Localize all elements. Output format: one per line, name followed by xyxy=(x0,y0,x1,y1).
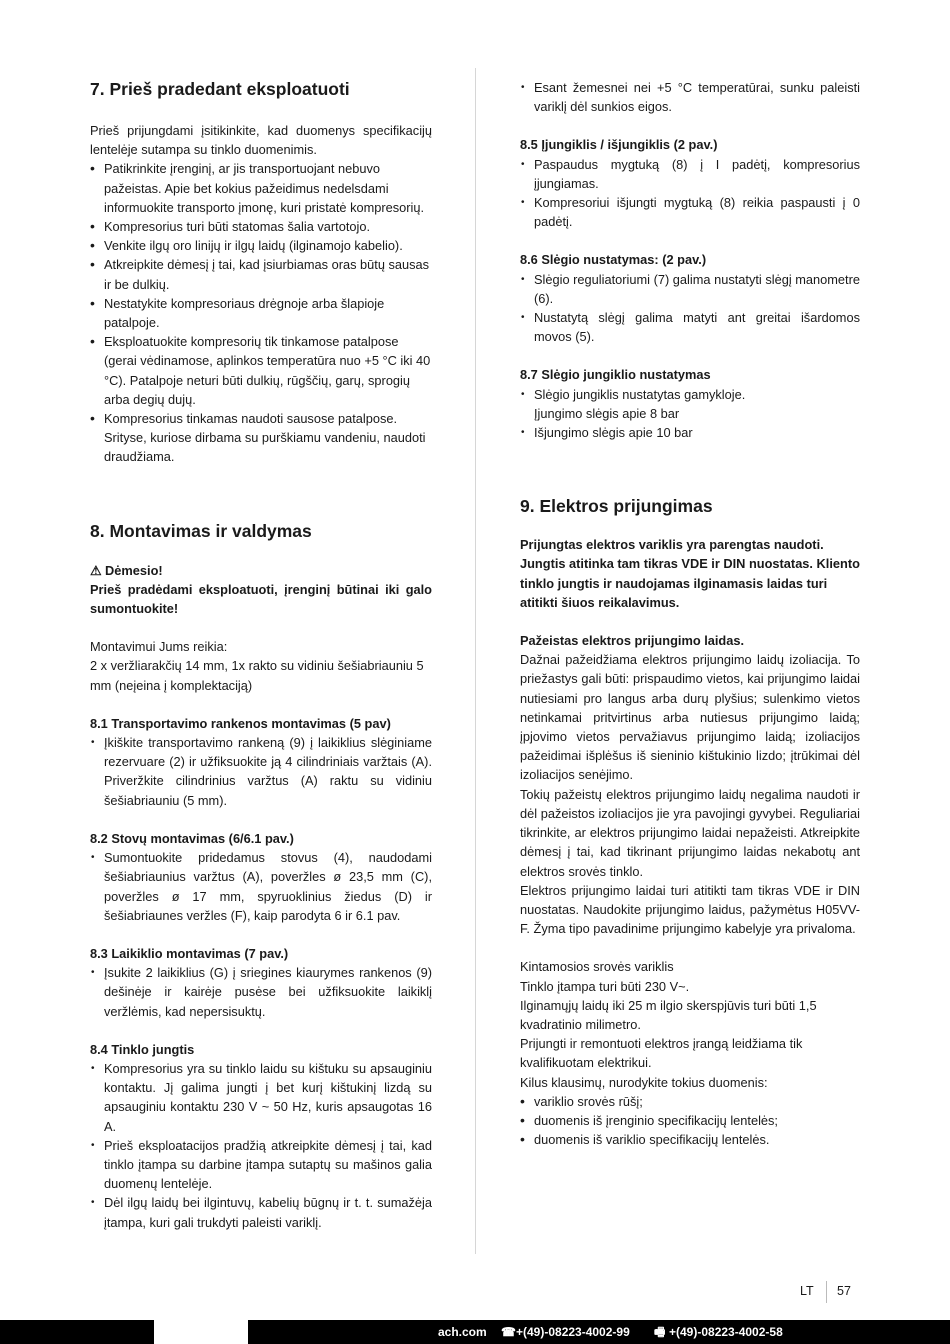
column-divider xyxy=(475,68,476,1254)
list-item: • Slėgio reguliatoriumi (7) galima nustatyti slėgį manometre (6). xyxy=(520,270,860,308)
list-item: • Išjungimo slėgis apie 10 bar xyxy=(520,423,860,442)
list-item: • Patikrinkite įrenginį, ar jis transportuojant nebuvo pažeistas. Apie bet kokius pažeidimus nedelsdami informuokite transporto įmonę, kuri pristatė kompresorių. xyxy=(90,159,432,217)
list-item-text: Įjungimo slėgis apie 8 bar xyxy=(534,405,680,421)
section-8-2-list xyxy=(90,848,432,925)
list-item: • Nustatytą slėgį galima matyti ant greitai išardomos movos (5). xyxy=(520,308,860,346)
need-label: Montavimui Jums reikia: xyxy=(90,639,228,655)
damaged-cable-title: Pažeistas elektros prijungimo laidas. xyxy=(520,633,745,649)
section-8-7-list xyxy=(520,385,860,443)
list-item: • Kompresorius yra su tinklo laidu su kištuku su apsauginiu kontaktu. Jį galima jungti į bet kurį kištukinį lizdą su apsauginiu kontaktu 230 V ~ 50 Hz, kuris apsaugotas 16 A. xyxy=(90,1059,432,1136)
list-item: • Įsukite 2 laikiklius (G) į sriegines kiaurymes rankenos (9) dešinėje ir kairėje pusėse bei užfiksuokite laikiklį veržlėmis, kad nepersisuktų. xyxy=(90,963,432,1021)
list-item: • Sumontuokite pridedamus stovus (4), naudodami šešiabriaunius varžtus (A), poveržles ø 23,5 mm (C), poveržles ø 17 mm, spyruoklinius žiedus (D) ir šešiabriaunes veržles (F), kaip parodyta 6 ir 6.1 pav. xyxy=(90,848,432,925)
section-9-title: 9. Elektros prijungimas xyxy=(520,496,713,517)
section-8-title: 8. Montavimas ir valdymas xyxy=(90,520,312,541)
language-code: LT xyxy=(800,1284,814,1298)
section-7-list xyxy=(90,159,432,466)
section-8-6-list xyxy=(520,270,860,347)
list-item: • Prieš eksploatacijos pradžią atkreipkite dėmesį į tai, kad tinklo įtampa su darbine įtampa sutaptų su mašinos galia duomenų lentelėje. xyxy=(90,1136,432,1194)
section-8-4-list xyxy=(90,1059,432,1232)
need-text: 2 x veržliarakčių 14 mm, 1x rakto su vidiniu šešiabriauniu 5 mm (neįeina į komplektaciją) xyxy=(90,658,424,693)
section-8-4-title: 8.4 Tinklo jungtis xyxy=(90,1041,195,1057)
list-item: • duomenis iš variklio specifikacijų lentelės. xyxy=(520,1130,860,1149)
fax-number[interactable]: +(49)-08223-4002-58 xyxy=(669,1325,783,1339)
ac-questions: Kilus klausimų, nurodykite tokius duomenis: xyxy=(520,1074,768,1090)
ac-list xyxy=(520,1092,860,1150)
warning-text: Prieš pradėdami eksploatuoti, įrenginį būtinai iki galo sumontuokite! xyxy=(90,581,432,617)
website-link[interactable]: ach.com xyxy=(438,1325,487,1339)
warning-icon: ⚠ xyxy=(90,562,102,578)
section-8-2-title: 8.2 Stovų montavimas (6/6.1 pav.) xyxy=(90,830,294,846)
footer-bar-contact xyxy=(248,1320,950,1344)
list-item: • variklio srovės rūšį; xyxy=(520,1092,860,1111)
warning-title: Dėmesio! xyxy=(105,562,163,578)
section-7-intro: Prieš prijungdami įsitikinkite, kad duomenys specifikacijų lentelėje sutampa su tinklo duomenimis. xyxy=(90,123,432,158)
ac-cable-section: Ilginamųjų laidų iki 25 m ilgio skerspjūvis turi būti 1,5 kvadratinio milimetro. xyxy=(520,997,817,1032)
list-item xyxy=(520,385,860,423)
fax-icon: 🖷 xyxy=(654,1325,666,1339)
section-8-5-title: 8.5 Įjungiklis / išjungiklis (2 pav.) xyxy=(520,137,718,153)
list-item: • Esant žemesnei nei +5 °C temperatūrai, sunku paleisti variklį dėl sunkios eigos. xyxy=(520,78,860,116)
section-8-3-list xyxy=(90,963,432,1021)
list-item: • Dėl ilgų laidų bei ilgintuvų, kabelių būgnų ir t. t. sumažėja įtampa, kuri gali trukdyti paleisti variklį. xyxy=(90,1193,432,1231)
section-8-5-list xyxy=(520,155,860,232)
section-7-title: 7. Prieš pradedant eksploatuoti xyxy=(90,79,350,99)
list-item: • Venkite ilgų oro linijų ir ilgų laidų (ilginamojo kabelio). xyxy=(90,236,432,255)
section-8-3-title: 8.3 Laikiklio montavimas (7 pav.) xyxy=(90,945,289,961)
list-item-text: Slėgio jungiklis nustatytas gamykloje. xyxy=(534,386,746,402)
section-8-1-list xyxy=(90,733,432,810)
list-item: • Nestatykite kompresoriaus drėgnoje arba šlapioje patalpoje. xyxy=(90,294,432,332)
list-item: • Kompresoriui išjungti mygtuką (8) reikia paspausti į 0 padėtį. xyxy=(520,193,860,231)
phone-icon: ☎ xyxy=(501,1325,516,1339)
right-column xyxy=(520,78,860,1149)
list-item: • Kompresorius turi būti statomas šalia vartotojo. xyxy=(90,217,432,236)
ac-motor-label: Kintamosios srovės variklis xyxy=(520,959,674,975)
warning-heading xyxy=(90,561,432,580)
list-item: • Įkiškite transportavimo rankeną (9) į laikiklius slėginiame rezervuare (2) ir užfiksuokite ją 4 cilindriniais varžtais (A). Priveržkite cilindrinius varžtus (A) raktu su vidiniu šešiabriauniu (5 mm). xyxy=(90,733,432,810)
phone-number[interactable]: +(49)-08223-4002-99 xyxy=(516,1325,630,1339)
ac-voltage: Tinklo įtampa turi būti 230 V~. xyxy=(520,978,690,994)
footer-divider xyxy=(826,1281,827,1303)
damaged-cable-p1: Dažnai pažeidžiama elektros prijungimo laidų izoliacija. To priežastys gali būti: prispaudimo vietos, kai prijungimo laidai nutiesiami pro langus arba durų plyšius; sulenkimo vietos netinkamai pritvirtinus arba nutiesus prijungimo laidą; įpjovimo vietos pervažiavus prijungimo laidą; izoliacijos pažeidimai išplėšus iš sieninio kištukinio lizdo; įtrūkimai dėl izoliacijos senėjimo. xyxy=(520,652,860,783)
section-8-1-title: 8.1 Transportavimo rankenos montavimas (5 pav) xyxy=(90,715,391,731)
list-item: • Kompresorius tinkamas naudoti sausose patalpose. Srityse, kuriose dirbama su purškiamu vandeniu, naudoti draudžiama. xyxy=(90,409,432,467)
damaged-cable-p3: Elektros prijungimo laidai turi atitikti tam tikras VDE ir DIN nuostatas. Naudokite prijungimo laidus, pažymėtus H05VV-F. Žyma tipo pavadinime prijungimo kabelyje yra privaloma. xyxy=(520,882,860,937)
ac-electrician: Prijungti ir remontuoti elektros įrangą leidžiama tik kvalifikuotam elektrikui. xyxy=(520,1036,803,1071)
list-item: • Atkreipkite dėmesį į tai, kad įsiurbiamas oras būtų sausas ir be dulkių. xyxy=(90,255,432,293)
section-9-intro: Prijungtas elektros variklis yra parengtas naudoti. Jungtis atitinka tam tikras VDE ir DIN nuostatas. Kliento tinklo jungtis ir naudojamas ilginamasis laidas turi atitikti šiuos reikalavimus. xyxy=(520,537,860,610)
list-item: • Eksploatuokite kompresorių tik tinkamose patalpose (gerai vėdinamose, aplinkos temperatūra nuo +5 °C iki 40 °C). Patalpoje neturi būti dulkių, rūgščių, garų, sprogių arba degių dujų. xyxy=(90,332,432,409)
page-number: 57 xyxy=(837,1284,851,1298)
damaged-cable-p2: Tokių pažeistų elektros prijungimo laidų negalima naudoti ir dėl pažeistos izoliacijos jie yra pavojingi gyvybei. Reguliariai tikrinkite, ar elektros prijungimo laidai nepažeisti. Atkreipkite dėmesį į tai, kad tikrinant prijungimo laidas nekabotų ant elektros srovės tinklo. xyxy=(520,786,860,879)
continued-list xyxy=(520,78,860,116)
list-item: • duomenis iš įrenginio specifikacijų lentelės; xyxy=(520,1111,860,1130)
left-column xyxy=(90,78,432,1232)
footer-bar-left xyxy=(0,1320,154,1344)
list-item: • Paspaudus mygtuką (8) į I padėtį, kompresorius įjungiamas. xyxy=(520,155,860,193)
section-8-6-title: 8.6 Slėgio nustatymas: (2 pav.) xyxy=(520,252,707,268)
section-8-7-title: 8.7 Slėgio jungiklio nustatymas xyxy=(520,367,711,383)
